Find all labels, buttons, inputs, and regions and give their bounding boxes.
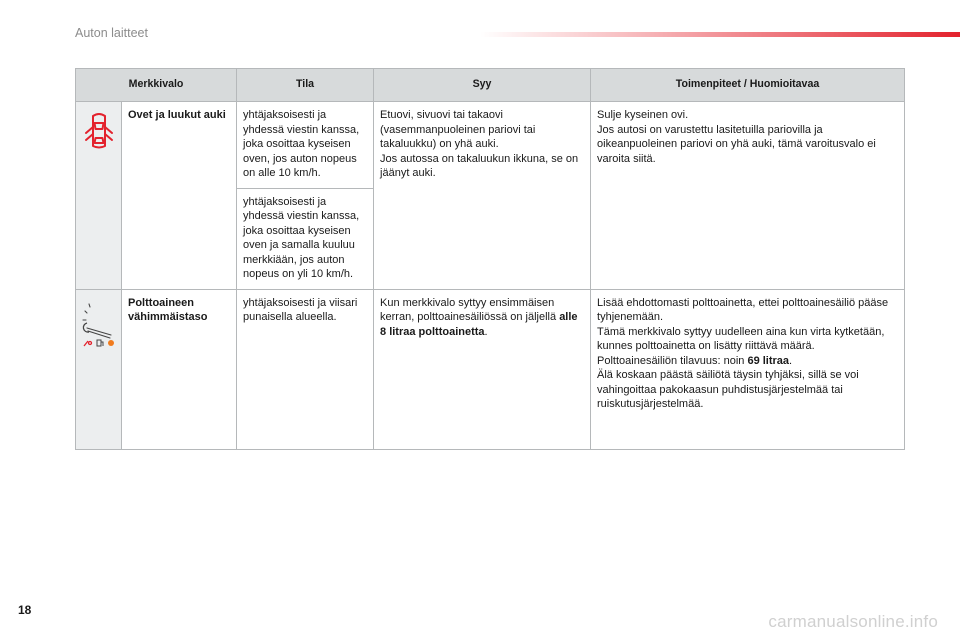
column-header-action: Toimenpiteet / Huomioitavaa: [591, 69, 905, 102]
cause-cell: [374, 289, 591, 449]
warning-light-name: Polttoaineen vähimmäistaso: [122, 289, 237, 449]
action-cell: [591, 289, 905, 449]
cause-text-bold: alle 8 litraa polttoainetta: [380, 311, 578, 338]
column-header-state: Tila: [237, 69, 374, 102]
action-line: Lisää ehdottomasti polttoainetta, ettei polttoainesäiliö pääse tyhjenemään.: [597, 296, 889, 324]
action-line: Sulje kyseinen ovi.: [597, 109, 689, 121]
state-cell: yhtäjaksoisesti ja yhdessä viestin kanssa, joka osoittaa kyseisen oven ja samalla kuuluu merkkiään, jos auton nopeus on yli 10 km/h.: [237, 188, 374, 289]
state-cell: yhtäjaksoisesti ja yhdessä viestin kanssa, joka osoittaa kyseisen oven, jos auton nopeus on alle 10 km/h.: [237, 102, 374, 189]
cause-text: Kun merkkivalo syttyy ensimmäisen kerran, polttoainesäiliössä on jäljellä: [380, 296, 560, 324]
open-doors-warning-icon: [82, 110, 116, 152]
action-line: Tämä merkkivalo syttyy uudelleen aina kun virta kytketään, kunnes polttoainetta on lisätty riittävä määrä.: [597, 325, 885, 353]
action-line: Älä koskaan päästä säiliötä täysin tyhjäksi, sillä se voi vahingoittaa pakokaasun puhdistusjärjestelmää tai ruiskutusjärjestelmää.: [597, 369, 859, 411]
cause-line: Jos autossa on takaluukun ikkuna, se on jäänyt auki.: [380, 152, 579, 180]
action-line: [597, 354, 898, 369]
warning-light-name: Ovet ja luukut auki: [122, 102, 237, 290]
action-line: Jos autosi on varustettu lasitetuilla pariovilla ja oikeanpuoleinen pariovi on yhä auki, tämä varoitusvalo ei varoita siitä.: [597, 123, 876, 165]
section-title: Auton laitteet: [75, 26, 148, 40]
action-text: Polttoainesäiliön tilavuus: noin: [597, 354, 748, 367]
watermark: carmanualsonline.info: [768, 612, 938, 631]
table-row: [76, 289, 905, 449]
table-header-row: [76, 69, 905, 102]
page-number: 18: [18, 603, 32, 617]
fuel-gauge-low-icon: [80, 300, 118, 350]
cause-line: Etuovi, sivuovi tai takaovi (vasemmanpuoleinen pariovi tai takaluukku) on yhä auki.: [380, 109, 536, 151]
column-header-cause: Syy: [374, 69, 591, 102]
header-accent-bar: [480, 32, 960, 37]
icon-cell: [76, 289, 122, 449]
icon-cell: [76, 102, 122, 290]
warning-lights-table: [75, 68, 905, 450]
action-cell: [591, 102, 905, 290]
table-row: [76, 102, 905, 189]
action-text-bold: 69 litraa: [747, 354, 790, 367]
cause-cell: [374, 102, 591, 290]
action-text: .: [789, 354, 793, 367]
cause-text: .: [484, 325, 488, 338]
state-cell: yhtäjaksoisesti ja viisari punaisella alueella.: [237, 289, 374, 449]
column-header-warning-light: Merkkivalo: [76, 69, 237, 102]
